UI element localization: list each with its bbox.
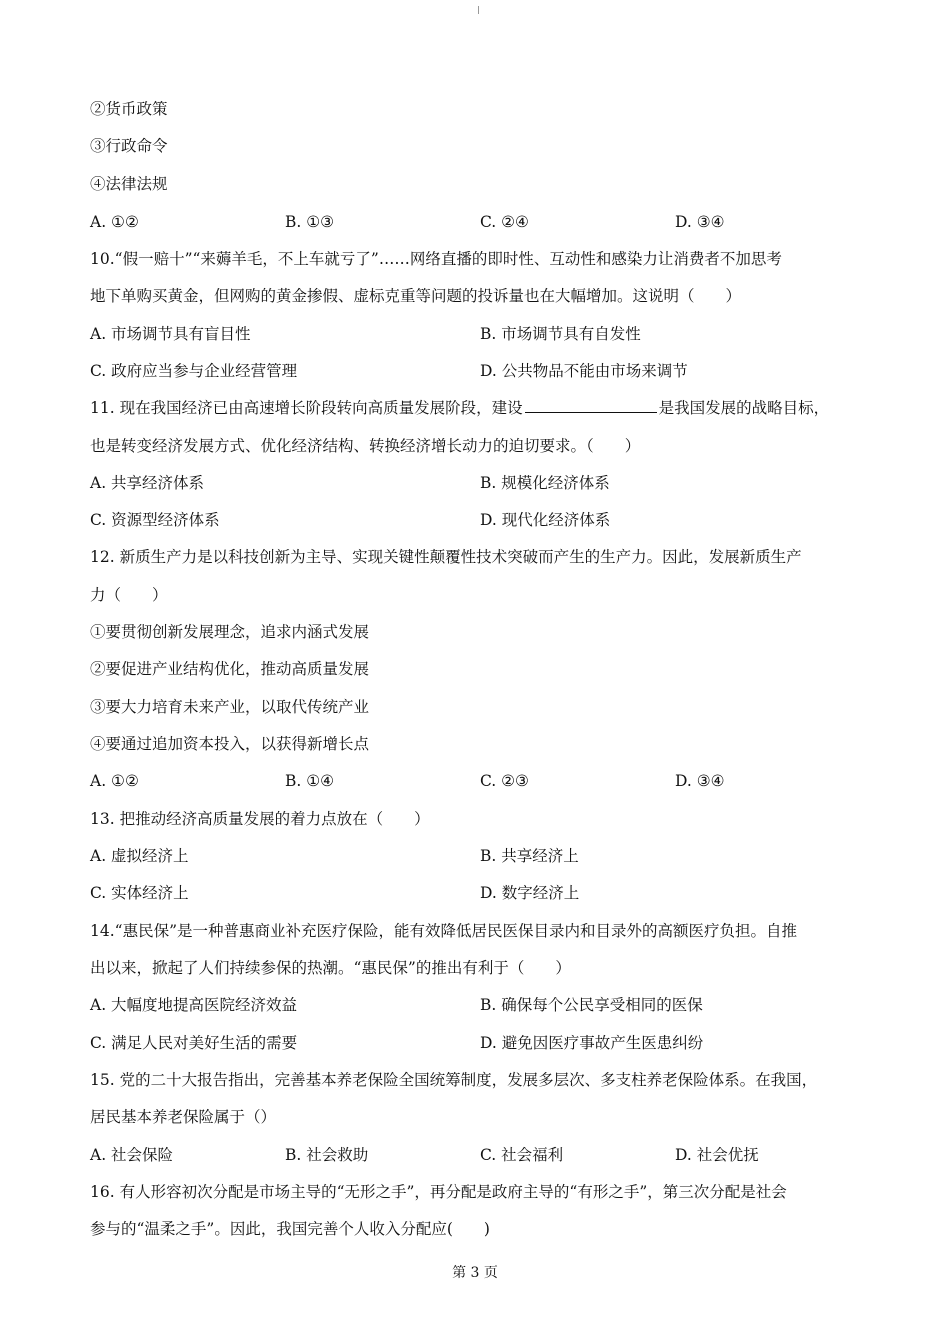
q11-stem-line2: 也是转变经济发展方式、优化经济结构、转换经济增长动力的迫切要求。（ ）: [90, 437, 641, 455]
q14-option-a[interactable]: A. 大幅度地提高医院经济效益: [90, 996, 298, 1014]
q11-blank: [525, 396, 657, 413]
q14-option-c[interactable]: C. 满足人民对美好生活的需要: [90, 1034, 298, 1052]
q15-option-d[interactable]: D. 社会优抚: [675, 1146, 759, 1164]
q11-option-b[interactable]: B. 规模化经济体系: [480, 474, 610, 492]
q15-option-b[interactable]: B. 社会救助: [285, 1146, 369, 1164]
statement-4: ④法律法规: [90, 175, 168, 193]
q13-stem: 13. 把推动经济高质量发展的着力点放在（ ）: [90, 810, 430, 828]
q12-option-b[interactable]: B. ①④: [285, 772, 335, 790]
q12-option-d[interactable]: D. ③④: [675, 772, 725, 790]
q9-option-b[interactable]: B. ①③: [285, 213, 335, 231]
q10-stem-line1: 10.“假一赔十”“来薅羊毛，不上车就亏了”……网络直播的即时性、互动性和感染力让消费者不加思考: [90, 250, 782, 268]
q12-statement-1: ①要贯彻创新发展理念，追求内涵式发展: [90, 623, 370, 641]
q10-option-c[interactable]: C. 政府应当参与企业经营管理: [90, 362, 298, 380]
q15-option-c[interactable]: C. 社会福利: [480, 1146, 564, 1164]
page-number: 第 3 页: [452, 1265, 498, 1281]
q11-stem-line1: [90, 396, 870, 420]
q14-option-b[interactable]: B. 确保每个公民享受相同的医保: [480, 996, 703, 1014]
q11-option-d[interactable]: D. 现代化经济体系: [480, 511, 611, 529]
q15-option-a[interactable]: A. 社会保险: [90, 1146, 174, 1164]
q16-stem-line1: 16. 有人形容初次分配是市场主导的“无形之手”，再分配是政府主导的“有形之手”，第三次分配是社会: [90, 1183, 787, 1201]
q10-option-d[interactable]: D. 公共物品不能由市场来调节: [480, 362, 688, 380]
q12-statement-4: ④要通过追加资本投入，以获得新增长点: [90, 735, 370, 753]
q11-stem-post: 是我国发展的战略目标，: [658, 399, 830, 417]
q14-stem-line1: 14.“惠民保”是一种普惠商业补充医疗保险，能有效降低居民医保目录内和目录外的高额医疗负担。自推: [90, 922, 798, 940]
q9-option-a[interactable]: A. ①②: [90, 213, 139, 231]
q11-option-c[interactable]: C. 资源型经济体系: [90, 511, 220, 529]
q16-stem-line2: 参与的“温柔之手”。因此，我国完善个人收入分配应( ): [90, 1220, 490, 1238]
q11-option-a[interactable]: A. 共享经济体系: [90, 474, 205, 492]
q10-option-b[interactable]: B. 市场调节具有自发性: [480, 325, 641, 343]
q12-stem-line1: 12. 新质生产力是以科技创新为主导、实现关键性颠覆性技术突破而产生的生产力。因此，发展新质生产: [90, 548, 802, 566]
q12-stem-line2: 力（ ）: [90, 586, 168, 604]
q13-option-c[interactable]: C. 实体经济上: [90, 884, 189, 902]
statement-2: ②货币政策: [90, 100, 168, 118]
q13-option-b[interactable]: B. 共享经济上: [480, 847, 579, 865]
q9-option-d[interactable]: D. ③④: [675, 213, 725, 231]
q9-option-c[interactable]: C. ②④: [480, 213, 529, 231]
q13-option-a[interactable]: A. 虚拟经济上: [90, 847, 189, 865]
q12-option-c[interactable]: C. ②③: [480, 772, 529, 790]
q13-option-d[interactable]: D. 数字经济上: [480, 884, 580, 902]
q12-statement-2: ②要促进产业结构优化，推动高质量发展: [90, 660, 370, 678]
q10-option-a[interactable]: A. 市场调节具有盲目性: [90, 325, 251, 343]
statement-3: ③行政命令: [90, 137, 168, 155]
q12-statement-3: ③要大力培育未来产业，以取代传统产业: [90, 698, 370, 716]
q15-stem-line2: 居民基本养老保险属于（）: [90, 1108, 277, 1126]
q14-option-d[interactable]: D. 避免因医疗事故产生医患纠纷: [480, 1034, 704, 1052]
q11-stem-pre: 11. 现在我国经济已由高速增长阶段转向高质量发展阶段，建设: [90, 399, 523, 417]
page-top-mark: [478, 6, 479, 14]
q15-stem-line1: 15. 党的二十大报告指出，完善基本养老保险全国统筹制度，发展多层次、多支柱养老保险体系。在我国，: [90, 1071, 818, 1089]
q10-stem-line2: 地下单购买黄金，但网购的黄金掺假、虚标克重等问题的投诉量也在大幅增加。这说明（ ）: [90, 287, 742, 305]
q12-option-a[interactable]: A. ①②: [90, 772, 139, 790]
q14-stem-line2: 出以来，掀起了人们持续参保的热潮。“惠民保”的推出有利于（ ）: [90, 959, 571, 977]
